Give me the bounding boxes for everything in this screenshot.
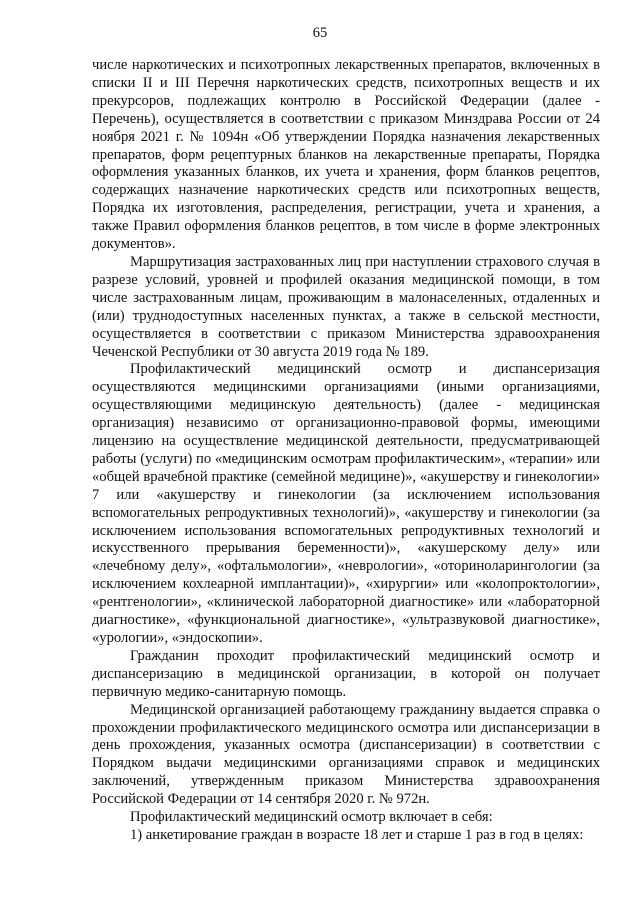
document-body bbox=[92, 57, 600, 845]
paragraph-patient-routing: Маршрутизация застрахованных лиц при наступлении страхового случая в разрезе условий, уровней и профилей оказания медицинской помощи, в том числе застрахованным лицам, проживающим в малонаселенных, отдаленных и (или) труднодоступных населенных пунктах, а также в сельской местности, осуществляется в соответствии с приказом Министерства здравоохранения Чеченской Республики от 30 августа 2019 года № 189. bbox=[92, 253, 600, 360]
paragraph-prescription-order: числе наркотических и психотропных лекарственных препаратов, включенных в списки II и III Перечня наркотических средств, психотропных веществ и их прекурсоров, подлежащих контролю в Российской Федерации (далее - Перечень), осуществляется в соответствии с приказом Минздрава России от 24 ноября 2021 г. № 1094н «Об утверждении Порядка назначения лекарственных препаратов, форм рецептурных бланков на лекарственные препараты, Порядка оформления указанных бланков, их учета и хранения, форм бланков рецептов, содержащих назначение наркотических средств или психотропных веществ, Порядка их изготовления, распределения, регистрации, учета и хранения, а также Правил оформления бланков рецептов, в том числе в форме электронных документов». bbox=[92, 57, 600, 253]
paragraph-citizen-checkup: Гражданин проходит профилактический медицинский осмотр и диспансеризацию в медицинской организации, в которой он получает первичную медико-санитарную помощь. bbox=[92, 647, 600, 700]
paragraph-certificate-issuance: Медицинской организацией работающему гражданину выдается справка о прохождении профилактического медицинского осмотра или диспансеризации в день прохождения, указанных осмотра (диспансеризации) в соответствии с Порядком выдачи медицинскими организациями справок и медицинских заключений, утвержденным приказом Министерства здравоохранения Российской Федерации от 14 сентября 2020 г. № 972н. bbox=[92, 701, 600, 808]
paragraph-checkup-organizations: Профилактический медицинский осмотр и диспансеризация осуществляются медицинскими организациями (иными организациями, осуществляющими медицинскую деятельность) (далее - медицинская организация) независимо от организационно-правовой формы, имеющими лицензию на осуществление медицинской деятельности, предусматривающей работы (услуги) по «медицинским осмотрам профилактическим», «терапии» или «общей врачебной практике (семейной медицине)», «акушерству и гинекологии» 7 или «акушерству и гинекологии (за исключением использования вспомогательных репродуктивных технологий)», «акушерству и гинекологии (за исключением использования вспомогательных репродуктивных технологий и искусственного прерывания беременности)», «акушерскому делу» или «лечебному делу», «офтальмологии», «неврологии», «оториноларингологии (за исключением кохлеарной имплантации)», «хирургии» или «колопроктологии», «рентгенологии», «клинической лабораторной диагностике» или «лабораторной диагностике», «функциональной диагностике», «ультразвуковой диагностике», «урологии», «эндоскопии». bbox=[92, 361, 600, 646]
list-item-questionnaire: 1) анкетирование граждан в возрасте 18 лет и старше 1 раз в год в целях: bbox=[130, 826, 584, 843]
page-number: 65 bbox=[312, 25, 328, 41]
paragraph-checkup-includes: Профилактический медицинский осмотр включает в себя: bbox=[130, 809, 493, 826]
